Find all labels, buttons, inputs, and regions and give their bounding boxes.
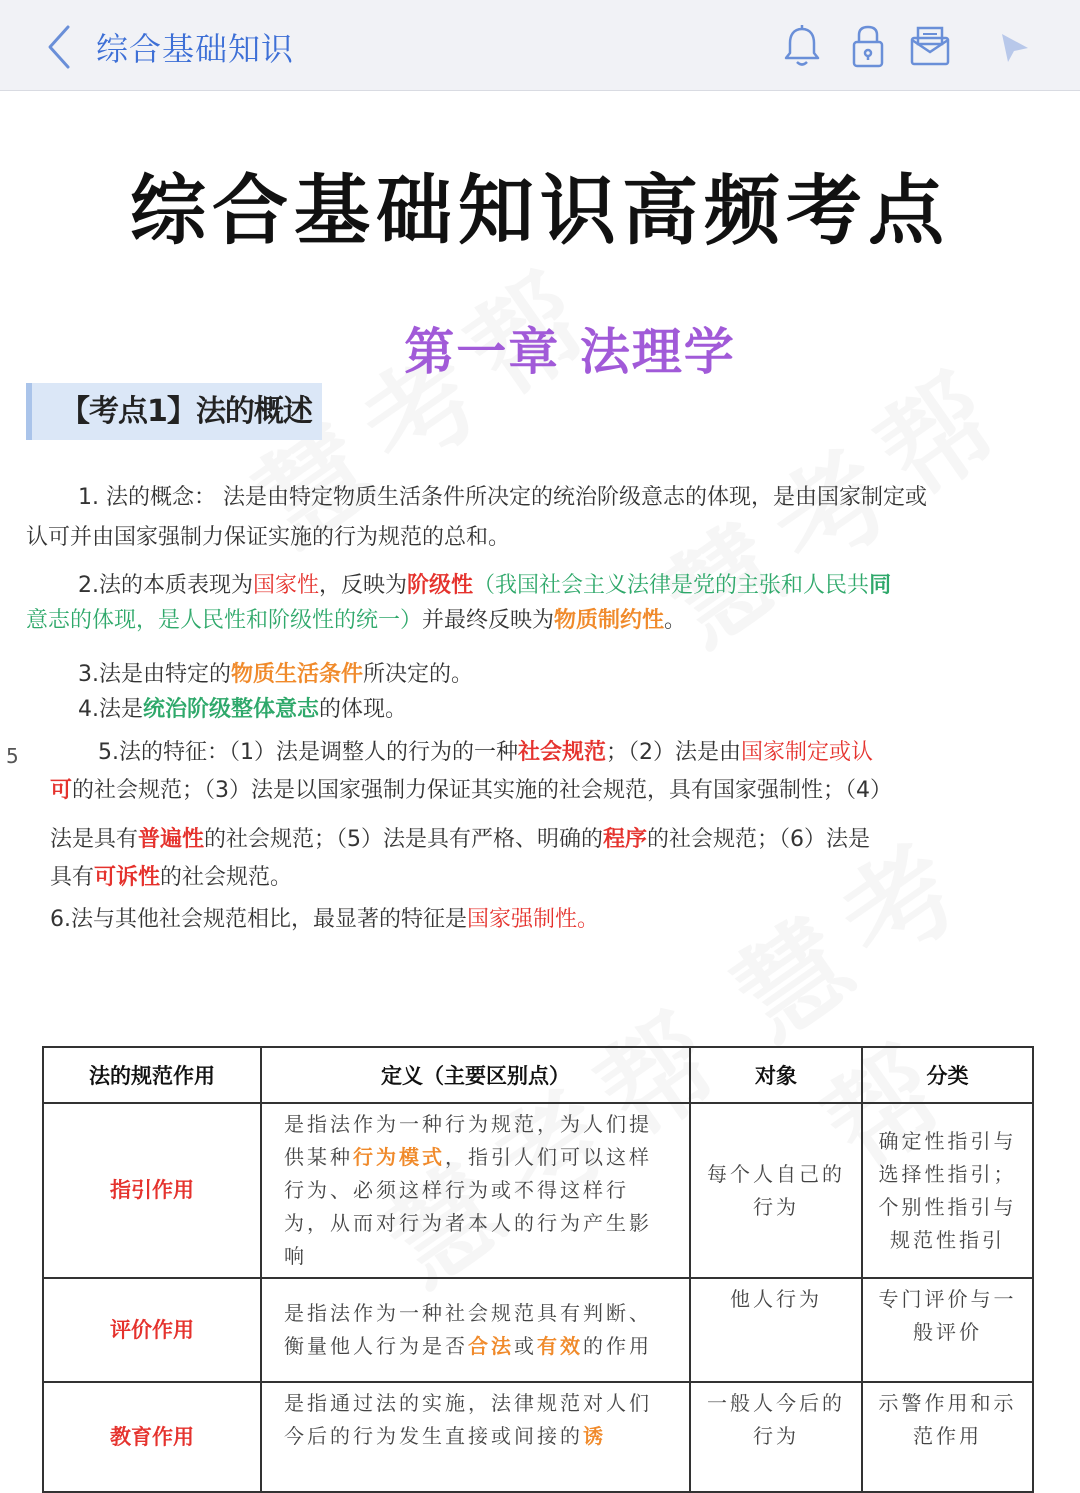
lock-icon bbox=[846, 22, 890, 70]
paragraph-5-line-4: 具有可诉性的社会规范。 bbox=[50, 865, 293, 890]
paragraph-4: 4.法是统治阶级整体意志的体现。 bbox=[78, 697, 408, 722]
mail-icon bbox=[908, 22, 952, 70]
page-title: 综合基础知识高频考点 bbox=[130, 166, 950, 255]
function-definition: 是指法作为一种社会规范具有判断、衡量他人行为是否合法或有效的作用 bbox=[261, 1278, 690, 1382]
table-header-row bbox=[43, 1047, 1033, 1103]
table-header: 对象 bbox=[690, 1047, 862, 1103]
paragraph-3: 3.法是由特定的物质生活条件所决定的。 bbox=[78, 662, 474, 687]
paragraph-2-line-2: 意志的体现，是人民性和阶级性的统一）并最终反映为物质制约性。 bbox=[26, 608, 687, 633]
table-header: 定义（主要区别点） bbox=[261, 1047, 690, 1103]
margin-mark: 5 bbox=[6, 744, 19, 768]
function-name: 评价作用 bbox=[43, 1278, 261, 1382]
function-target: 每个人自己的行为 bbox=[690, 1103, 862, 1278]
send-icon bbox=[994, 22, 1038, 70]
function-name: 教育作用 bbox=[43, 1382, 261, 1492]
bell-icon bbox=[780, 22, 824, 70]
table-header: 法的规范作用 bbox=[43, 1047, 261, 1103]
paragraph-5-line-3: 法是具有普遍性的社会规范；（5）法是具有严格、明确的程序的社会规范；（6）法是 bbox=[50, 827, 871, 852]
notification-button[interactable] bbox=[780, 22, 824, 70]
table-row bbox=[43, 1382, 1033, 1492]
send-button[interactable] bbox=[994, 22, 1038, 70]
chevron-left-icon bbox=[40, 22, 84, 72]
chapter-title: 第一章 法理学 bbox=[404, 323, 736, 381]
function-target: 他人行为 bbox=[690, 1278, 862, 1382]
function-definition: 是指法作为一种行为规范，为人们提供某种行为模式，指引人们可以这样行为、必须这样行为或不得这样行为，从而对行为者本人的行为产生影响 bbox=[261, 1103, 690, 1278]
topbar-title: 综合基础知识 bbox=[96, 30, 295, 68]
paragraph-1-line-1: 1. 法的概念： 法是由特定物质生活条件所决定的统治阶级意志的体现，是由国家制定或 bbox=[78, 485, 927, 510]
paragraph-5-line-1: 5.法的特征：（1）法是调整人的行为的一种社会规范；（2）法是由国家制定或认 bbox=[98, 740, 874, 765]
function-name: 指引作用 bbox=[43, 1103, 261, 1278]
law-function-table bbox=[42, 1046, 1034, 1493]
paragraph-1-line-2: 认可并由国家强制力保证实施的行为规范的总和。 bbox=[26, 525, 511, 550]
function-category: 确定性指引与选择性指引；个别性指引与规范性指引 bbox=[862, 1103, 1033, 1278]
function-category: 示警作用和示范作用 bbox=[862, 1382, 1033, 1492]
lock-button[interactable] bbox=[846, 22, 890, 70]
table-row bbox=[43, 1278, 1033, 1382]
table-header: 分类 bbox=[862, 1047, 1033, 1103]
function-definition: 是指通过法的实施，法律规范对人们今后的行为发生直接或间接的诱 bbox=[261, 1382, 690, 1492]
section-heading: 【考点1】法的概述 bbox=[26, 383, 322, 440]
function-category: 专门评价与一般评价 bbox=[862, 1278, 1033, 1382]
table-row bbox=[43, 1103, 1033, 1278]
function-target: 一般人今后的行为 bbox=[690, 1382, 862, 1492]
mail-button[interactable] bbox=[908, 22, 952, 70]
back-button[interactable] bbox=[40, 22, 84, 72]
paragraph-2-line-1: 2.法的本质表现为国家性，反映为阶级性（我国社会主义法律是党的主张和人民共同 bbox=[78, 573, 892, 598]
paragraph-5-line-2: 可的社会规范；（3）法是以国家强制力保证其实施的社会规范，具有国家强制性；（4） bbox=[50, 778, 893, 803]
top-bar bbox=[0, 0, 1080, 91]
paragraph-6: 6.法与其他社会规范相比，最显著的特征是国家强制性。 bbox=[50, 907, 600, 932]
